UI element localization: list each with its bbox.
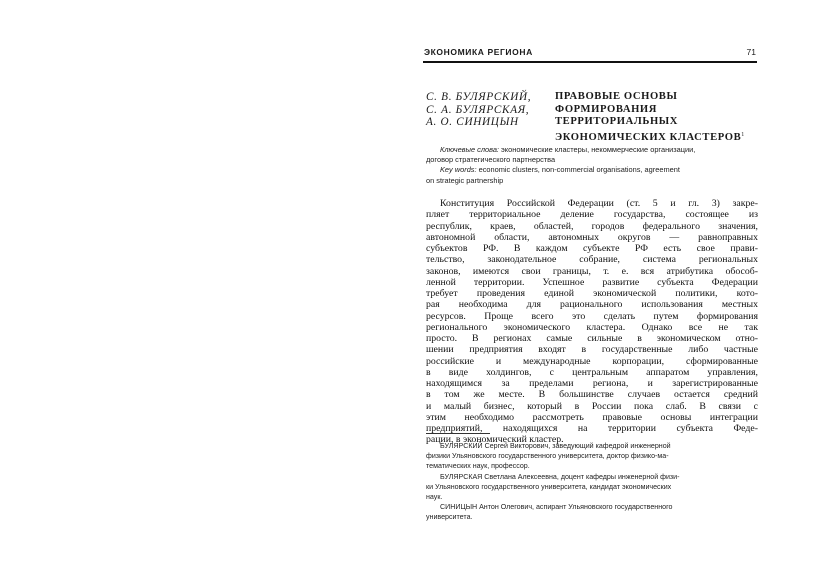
section-title: ЭКОНОМИКА РЕГИОНА <box>424 47 533 57</box>
body-line: требует проведения единой экономической политики, кото- <box>426 288 758 299</box>
footnote-line: университета. <box>426 513 473 522</box>
footnote-line: ки Ульяновского государственного университета, кандидат экономических <box>426 482 672 491</box>
footnote-line: физики Ульяновского государственного университета, доктор физико-ма- <box>426 452 669 461</box>
title-line: ТЕРРИТОРИАЛЬНЫХ <box>555 116 679 128</box>
body-line: Конституция Российской Федерации (ст. 5 и гл. 3) закре- <box>440 198 758 209</box>
body-line: пляет территориальное деление государства, состоящее из <box>426 209 758 221</box>
keywords-en-text: economic clusters, non-commercial organisations, agreement <box>476 165 680 175</box>
body-line: ресурсов. Проще всего это сделать путем формирования <box>426 310 758 322</box>
body-line: в том же месте. В большинстве случаев остается средний <box>426 389 758 401</box>
footnote-line: СИНИЦЫН Антон Олегович, аспирант Ульяновского государственного <box>440 503 673 512</box>
footnote-line: БУЛЯРСКИЙ Сергей Викторович, заведующий кафедрой инженерной <box>440 442 671 450</box>
title-line <box>555 129 765 145</box>
keywords-en-label: Key words: <box>440 165 477 175</box>
author-name: С. В. БУЛЯРСКИЙ, <box>426 91 532 103</box>
header-rule <box>423 61 757 63</box>
author-footnotes <box>426 441 760 523</box>
keywords-ru <box>426 145 760 155</box>
body-line: предприятий, находящихся на территории субъекта Феде- <box>426 423 758 434</box>
body-line: субъектов РФ. В каждом субъекте РФ есть свое прави- <box>426 243 758 254</box>
title-line: ПРАВОВЫЕ ОСНОВЫ <box>555 91 678 102</box>
article-title <box>555 91 765 144</box>
body-line: рая необходима для рационального использования местных <box>426 299 758 311</box>
author-name: С. А. БУЛЯРСКАЯ, <box>426 103 530 116</box>
keywords-en-cont: on strategic partnership <box>426 175 504 185</box>
body-line: тельство, законодательное собрание, система региональных <box>426 254 758 266</box>
body-line: рации, в экономический кластер. <box>426 434 564 446</box>
keywords-ru-text: экономические кластеры, некоммерческие организации, <box>498 145 696 154</box>
footnote-line: БУЛЯРСКАЯ Светлана Алексеевна, доцент кафедры инженерной физи- <box>440 472 680 481</box>
keywords-ru-cont: договор стратегического партнерства <box>426 155 556 165</box>
body-paragraph <box>426 198 758 446</box>
body-line: находящимся за пределами региона, и зарегистрированные <box>426 378 758 389</box>
body-line: просто. В регионах самые сильные в экономическом отно- <box>426 333 758 344</box>
title-line: ФОРМИРОВАНИЯ <box>555 103 658 115</box>
body-line: российские и международные корпорации, сформированные <box>426 355 758 367</box>
keywords-ru-label: Ключевые слова: <box>440 145 499 154</box>
body-line: законов, имеются свои границы, т. е. вся атрибутика обособ- <box>426 265 758 277</box>
authors-block <box>426 91 556 129</box>
footnote-rule <box>426 433 490 434</box>
running-head <box>423 46 757 60</box>
keywords-en <box>426 165 760 175</box>
body-line: этим необходимо рассмотреть правовые основы интеграции <box>426 411 758 423</box>
body-line: ленной территории. Успешное развитие субъекта Федерации <box>426 276 758 288</box>
body-line: шении предприятия входят в государственные либо частные <box>426 344 758 356</box>
body-line: республик, краев, областей, городов федерального значения, <box>426 220 758 232</box>
body-line: регионального экономического кластера. Однако все не так <box>426 321 758 333</box>
keywords-block <box>426 145 760 186</box>
page-number: 71 <box>746 47 756 57</box>
footnote-line: тематических наук, профессор. <box>426 462 530 471</box>
footnote-line: наук. <box>426 493 443 502</box>
body-line: и малый бизнес, который в России пока слаб. В связи с <box>426 400 758 412</box>
body-line: в виде холдингов, с центральным аппаратом управления, <box>426 366 758 378</box>
footnote-mark: 1 <box>741 131 745 138</box>
author-name: А. О. СИНИЦЫН <box>426 116 519 129</box>
title-line-text: ЭКОНОМИЧЕСКИХ КЛАСТЕРОВ <box>555 131 742 143</box>
body-line: автономной области, автономных округов — равноправных <box>426 231 758 243</box>
